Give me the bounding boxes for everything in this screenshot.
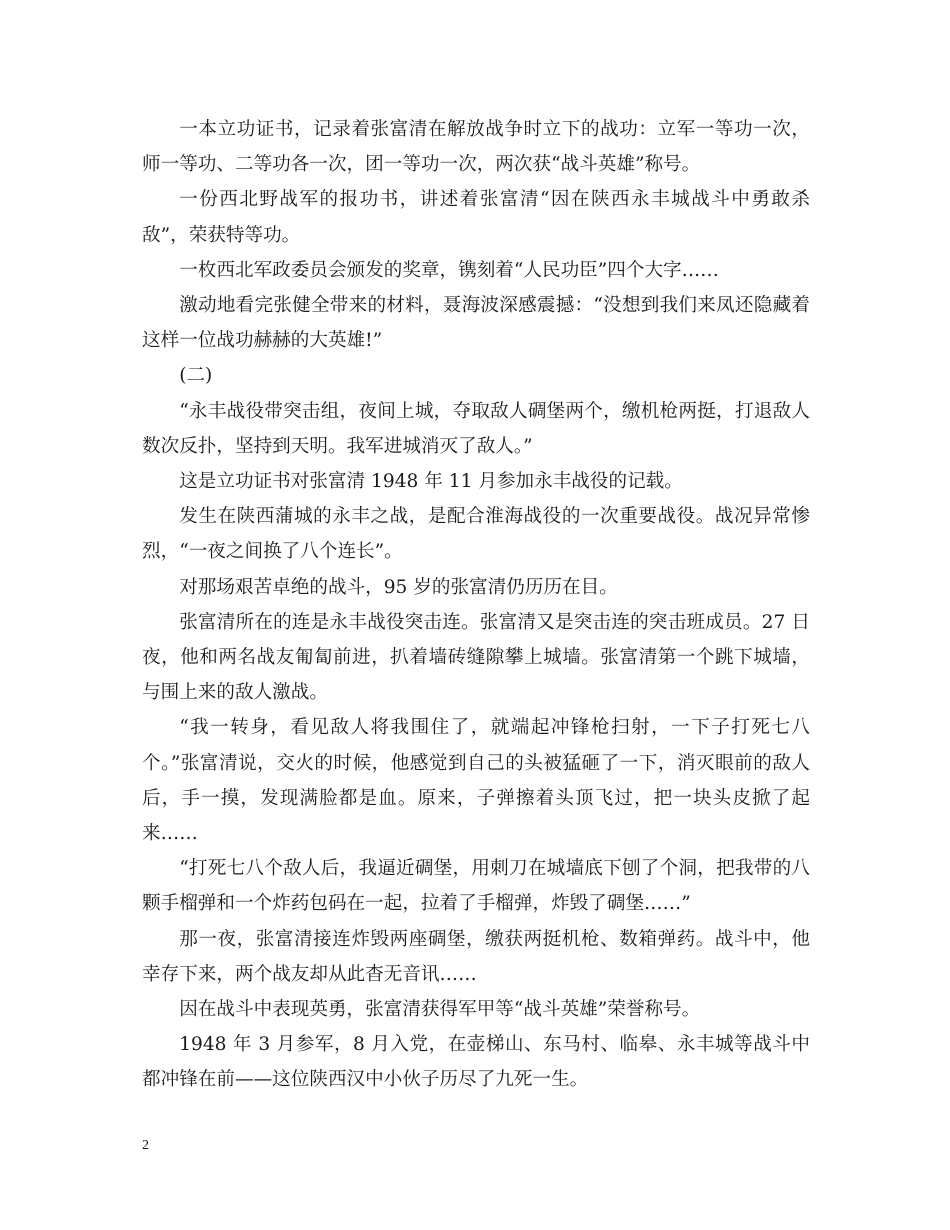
article-body: [142, 112, 810, 1098]
paragraph-merit-report: 一份西北野战军的报功书，讲述着张富清“因在陕西永丰城战斗中勇敢杀敌”，荣获特等功。: [142, 189, 810, 246]
page-number: 2: [142, 1138, 149, 1153]
paragraph-that-night: 那一夜，张富清接连炸毁两座碉堡，缴获两挺机枪、数箱弹药。战斗中，他幸存下来，两个战友却从此杳无音讯……: [142, 928, 810, 985]
paragraph-yongfeng-battle: 发生在陕西蒲城的永丰之战，是配合淮海战役的一次重要战役。战况异常惨烈，“一夜之间换了八个连长”。: [142, 506, 810, 563]
paragraph-memory: 对那场艰苦卓绝的战斗，95 岁的张富清仍历历在目。: [179, 576, 618, 598]
paragraph-assault-company: 张富清所在的连是永丰战役突击连。张富清又是突击连的突击班成员。27 日夜，他和两名战友匍匐前进，扒着墙砖缝隙攀上城墙。张富清第一个跳下城墙，与围上来的敌人激战。: [142, 611, 810, 704]
paragraph-combat-hero-title: 因在战斗中表现英勇，张富清获得军甲等“战斗英雄”荣誉称号。: [179, 999, 701, 1021]
paragraph-bunker-demolition: “打死七八个敌人后，我逼近碉堡，用刺刀在城墙底下刨了个洞，把我带的八颗手榴弹和一个炸药包码在一起，拉着了手榴弹，炸毁了碉堡……”: [142, 858, 810, 915]
paragraph-medal: 一枚西北军政委员会颁发的奖章，镌刻着“人民功臣”四个大字……: [179, 259, 719, 281]
paragraph-certificate-quote: “永丰战役带突击组，夜间上城，夺取敌人碉堡两个，缴机枪两挺，打退敌人数次反扑，坚持到天明。我军进城消灭了敌人。”: [142, 400, 810, 457]
paragraph-record-note: 这是立功证书对张富清 1948 年 11 月参加永丰战役的记载。: [179, 471, 683, 493]
paragraph-firefight: “我一转身，看见敌人将我围住了，就端起冲锋枪扫射，一下子打死七八个。”张富清说，交火的时候，他感觉到自己的头被猛砸了一下，消灭眼前的敌人后，手一摸，发现满脸都是血。原来，子弹擦着头顶飞过，把一块头皮掀了起来……: [142, 717, 810, 845]
section-heading-two: (二): [179, 365, 213, 387]
paragraph-enlistment: 1948 年 3 月参军，8 月入党，在壶梯山、东马村、临皋、永丰城等战斗中都冲锋在前——这位陕西汉中小伙子历尽了九死一生。: [142, 1034, 810, 1091]
paragraph-nie-haibo-reaction: 激动地看完张健全带来的材料，聂海波深感震撼：“没想到我们来凤还隐藏着这样一位战功赫赫的大英雄!”: [142, 295, 810, 352]
paragraph-merit-certificate: 一本立功证书，记录着张富清在解放战争时立下的战功：立军一等功一次，师一等功、二等功各一次，团一等功一次，两次获“战斗英雄”称号。: [142, 119, 810, 176]
